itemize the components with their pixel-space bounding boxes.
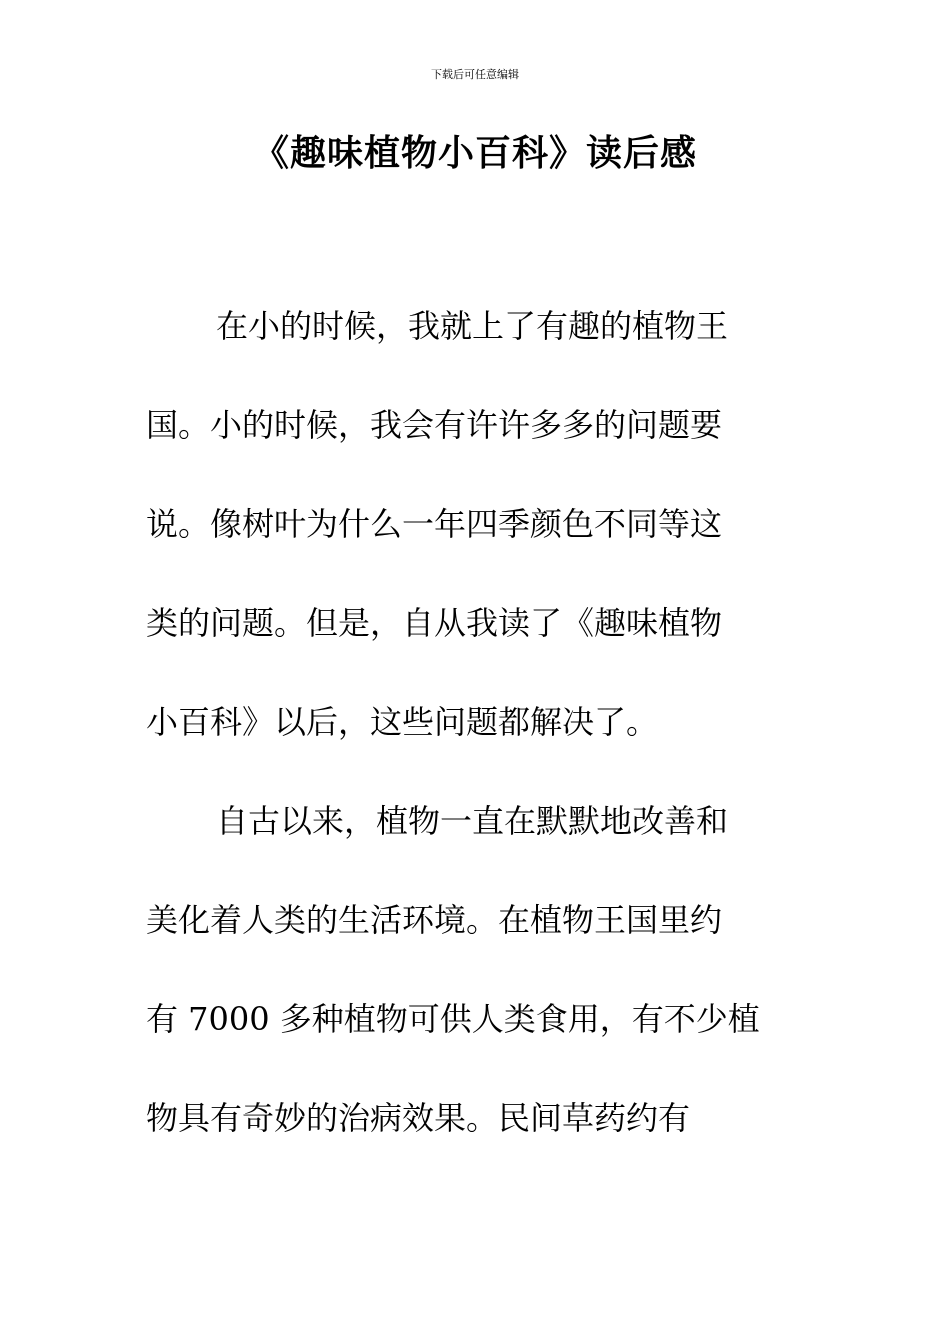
document-body — [146, 300, 806, 1191]
paragraph-2-line-2: 美化着人类的生活环境。在植物王国里约 — [146, 901, 723, 939]
paragraph-2-line-4: 物具有奇妙的治病效果。民间草药约有 — [146, 1099, 691, 1137]
paragraph-1-line-4: 类的问题。但是，自从我读了《趣味植物 — [146, 604, 723, 642]
document-title: 《趣味植物小百科》读后感 — [252, 132, 697, 174]
paragraph-1-line-2: 国。小的时候，我会有许许多多的问题要 — [146, 406, 723, 444]
paragraph-2-line-1: 自古以来，植物一直在默默地改善和 — [216, 802, 729, 840]
header-note: 下载后可任意编辑 — [431, 68, 519, 81]
paragraph-1-line-1: 在小的时候，我就上了有趣的植物王 — [216, 307, 729, 345]
paragraph-1-line-3: 说。像树叶为什么一年四季颜色不同等这 — [146, 505, 723, 543]
paragraph-1-line-5: 小百科》以后，这些问题都解决了。 — [146, 703, 659, 741]
paragraph-2-line-3: 有 7000 多种植物可供人类食用，有不少植 — [146, 1000, 760, 1038]
